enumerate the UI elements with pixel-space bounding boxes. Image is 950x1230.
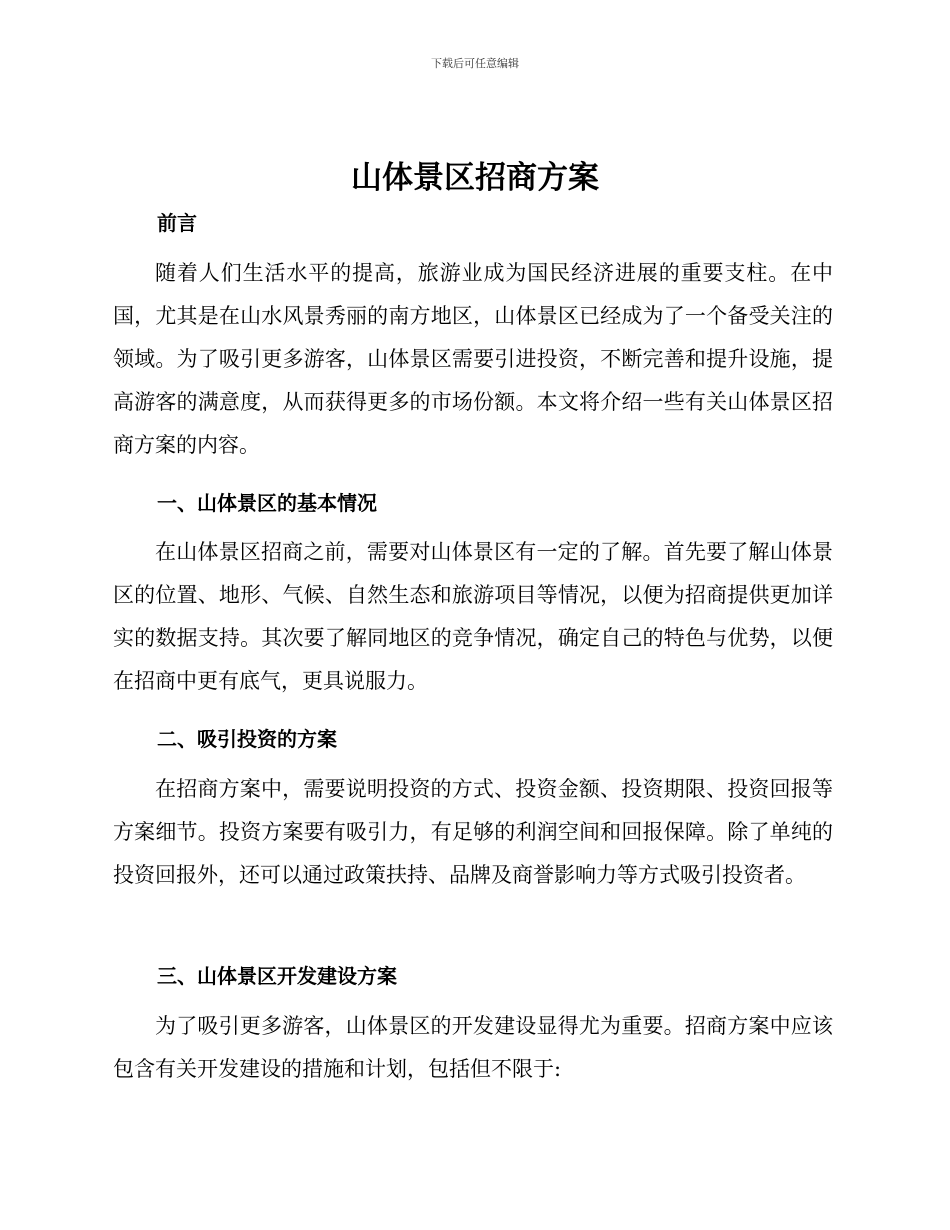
section-heading-preface: 前言 (157, 211, 197, 235)
section-heading-basic-info: 一、山体景区的基本情况 (157, 491, 377, 515)
document-title: 山体景区招商方案 (351, 160, 599, 196)
page-header-note: 下载后可任意编辑 (431, 57, 519, 70)
section-body-preface: 随着人们生活水平的提高，旅游业成为国民经济进展的重要支柱。在中国，尤其是在山水风景秀丽的南方地区，山体景区已经成为了一个备受关注的领域。为了吸引更多游客，山体景区需要引进投资，不断完善和提升设施，提高游客的满意度，从而获得更多的市场份额。本文将介绍一些有关山体景区招商方案的内容。 (113, 261, 833, 457)
section-body-investment: 在招商方案中，需要说明投资的方式、投资金额、投资期限、投资回报等方案细节。投资方案要有吸引力，有足够的利润空间和回报保障。除了单纯的投资回报外，还可以通过政策扶持、品牌及商誉影响力等方式吸引投资者。 (113, 777, 833, 887)
section-heading-investment: 二、吸引投资的方案 (157, 727, 337, 751)
section-heading-development: 三、山体景区开发建设方案 (157, 964, 397, 988)
section-body-development: 为了吸引更多游客，山体景区的开发建设显得尤为重要。招商方案中应该包含有关开发建设的措施和计划，包括但不限于: (113, 1014, 833, 1081)
section-body-basic-info: 在山体景区招商之前，需要对山体景区有一定的了解。首先要了解山体景区的位置、地形、气候、自然生态和旅游项目等情况，以便为招商提供更加详实的数据支持。其次要了解同地区的竞争情况，确定自己的特色与优势，以便在招商中更有底气，更具说服力。 (113, 540, 833, 693)
